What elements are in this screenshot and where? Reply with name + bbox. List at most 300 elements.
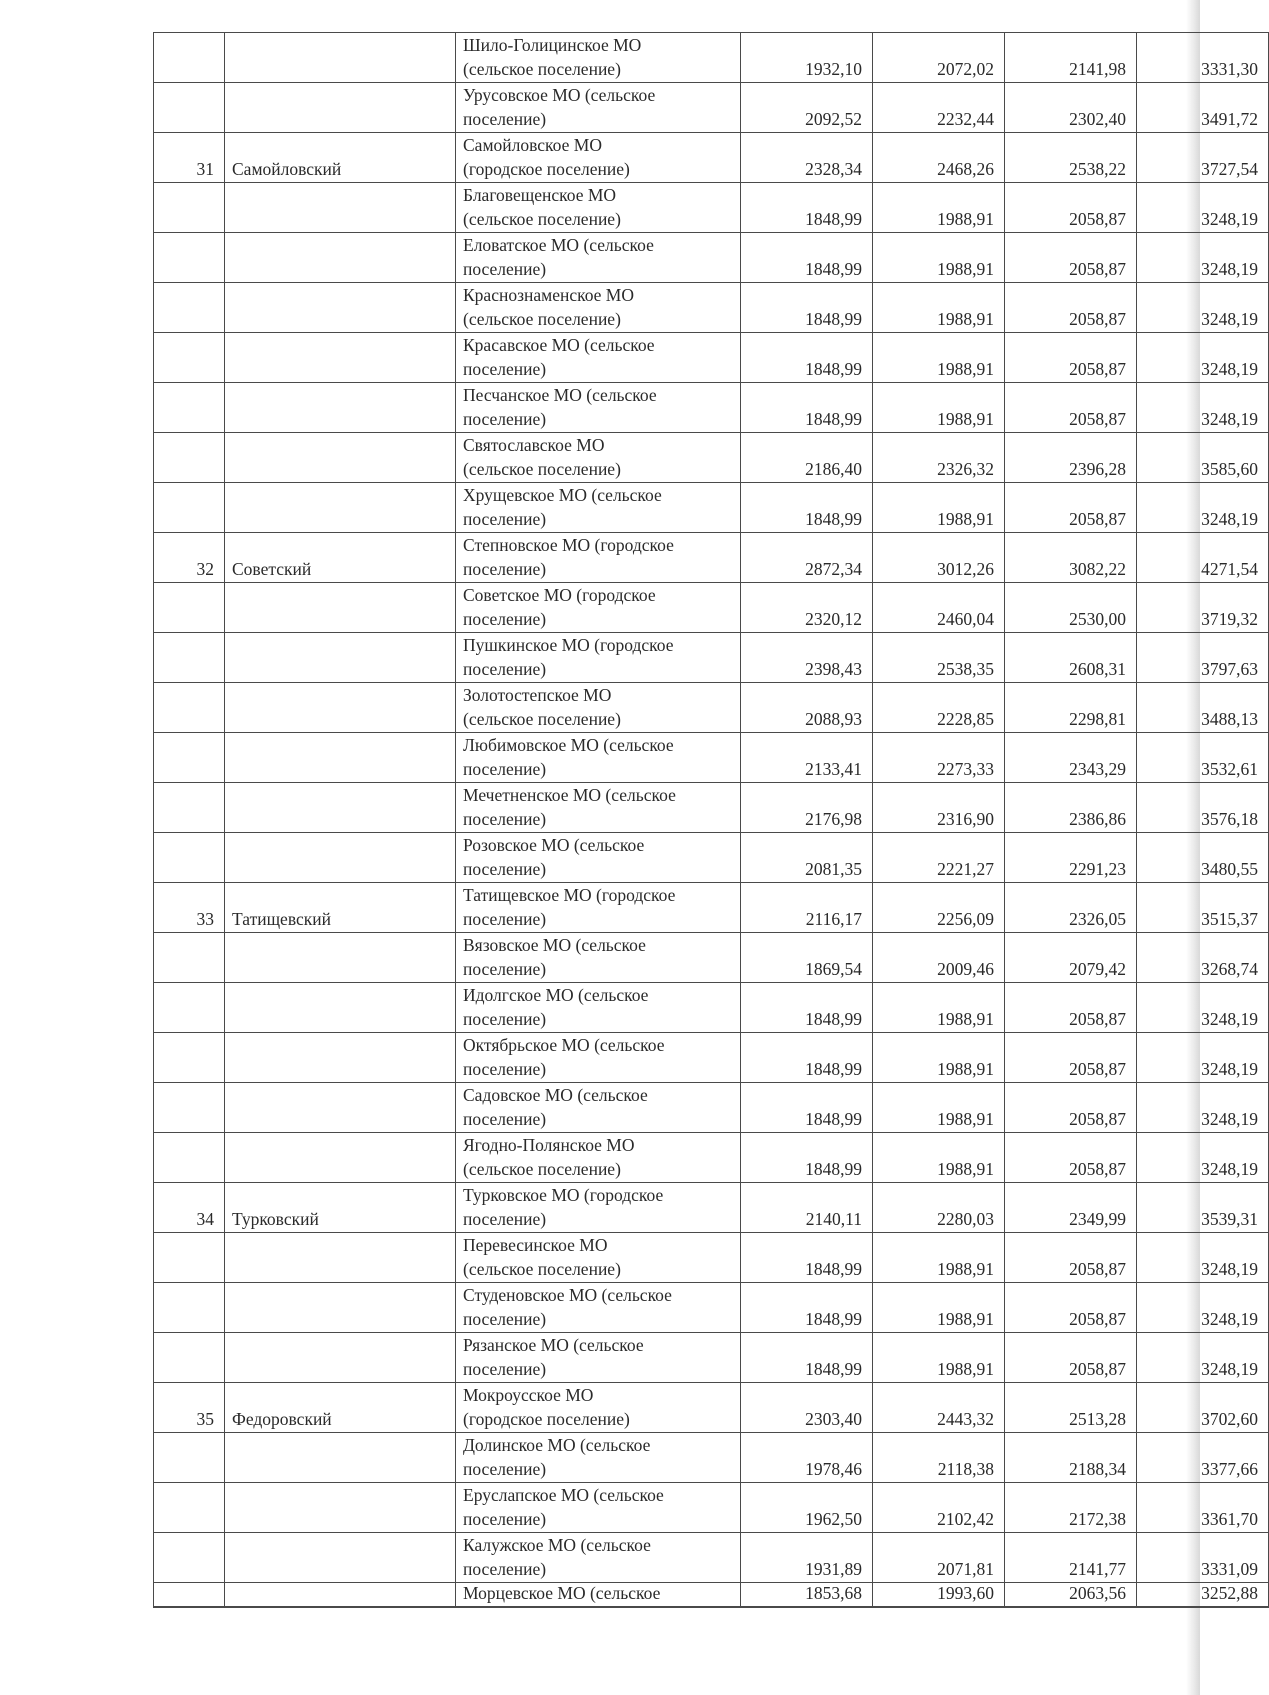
row-number-cell [154, 283, 225, 333]
municipality-cell [456, 33, 741, 83]
district-cell [225, 83, 456, 133]
value-cell-4: 3576,18 [1137, 783, 1269, 833]
municipality-name-line: Еловатское МО (сельское [463, 235, 654, 255]
district-cell [225, 1133, 456, 1183]
municipality-cell [456, 1283, 741, 1333]
value-cell-2: 1988,91 [873, 1233, 1005, 1283]
district-cell [225, 1233, 456, 1283]
row-number-cell [154, 933, 225, 983]
table-row [154, 1033, 1269, 1083]
municipality-name-line: Самойловское МО [463, 135, 602, 155]
value-cell-2: 1988,91 [873, 1133, 1005, 1183]
value-cell-3: 2141,98 [1005, 33, 1137, 83]
municipality-name-line: поселение) [463, 1009, 547, 1029]
table-row [154, 383, 1269, 433]
value-cell-4: 3248,19 [1137, 483, 1269, 533]
table-row [154, 1483, 1269, 1533]
value-cell-2: 2232,44 [873, 83, 1005, 133]
table-row [154, 183, 1269, 233]
value-cell-1: 1848,99 [741, 183, 873, 233]
value-cell-1: 2872,34 [741, 533, 873, 583]
municipality-name-line: (сельское поселение) [463, 59, 621, 79]
municipality-name-line: поселение) [463, 859, 547, 879]
row-number-cell: 31 [154, 133, 225, 183]
value-cell-3: 2058,87 [1005, 1283, 1137, 1333]
value-cell-1: 2328,34 [741, 133, 873, 183]
value-cell-1: 1869,54 [741, 933, 873, 983]
value-cell-4: 3797,63 [1137, 633, 1269, 683]
table-row [154, 1333, 1269, 1383]
district-cell [225, 483, 456, 533]
value-cell-2: 2228,85 [873, 683, 1005, 733]
district-cell: Самойловский [225, 133, 456, 183]
value-cell-4: 3248,19 [1137, 283, 1269, 333]
municipality-name-line: Розовское МО (сельское [463, 835, 645, 855]
row-number-cell [154, 1333, 225, 1383]
municipality-name-line: (сельское поселение) [463, 309, 621, 329]
value-cell-3: 2079,42 [1005, 933, 1137, 983]
municipality-name-line: поселение) [463, 1059, 547, 1079]
district-cell [225, 583, 456, 633]
value-cell-3: 2063,56 [1005, 1583, 1137, 1608]
value-cell-2: 2071,81 [873, 1533, 1005, 1583]
value-cell-1: 2092,52 [741, 83, 873, 133]
municipality-name-line: Татищевское МО (городское [463, 885, 676, 905]
table-row [154, 933, 1269, 983]
row-number-cell [154, 233, 225, 283]
district-cell: Татищевский [225, 883, 456, 933]
value-cell-3: 2298,81 [1005, 683, 1137, 733]
row-number-cell [154, 383, 225, 433]
table-body [154, 33, 1269, 1608]
municipality-cell [456, 233, 741, 283]
value-cell-3: 2291,23 [1005, 833, 1137, 883]
municipality-cell [456, 783, 741, 833]
value-cell-4: 3248,19 [1137, 983, 1269, 1033]
value-cell-1: 1932,10 [741, 33, 873, 83]
table-row [154, 783, 1269, 833]
municipality-name-line: Советское МО (городское [463, 585, 656, 605]
table-row [154, 283, 1269, 333]
table-row [154, 233, 1269, 283]
municipality-name-line: поселение) [463, 1559, 547, 1579]
municipality-cell [456, 83, 741, 133]
value-cell-3: 2058,87 [1005, 983, 1137, 1033]
district-cell [225, 833, 456, 883]
row-number-cell: 35 [154, 1383, 225, 1433]
value-cell-4: 3248,19 [1137, 383, 1269, 433]
value-cell-1: 1978,46 [741, 1433, 873, 1483]
municipality-cell [456, 1233, 741, 1283]
municipality-name-line: Шило-Голицинское МО [463, 35, 642, 55]
value-cell-2: 1988,91 [873, 383, 1005, 433]
value-cell-4: 3377,66 [1137, 1433, 1269, 1483]
table-row [154, 583, 1269, 633]
row-number-cell [154, 183, 225, 233]
row-number-cell [154, 1283, 225, 1333]
municipality-name-line: поселение) [463, 559, 547, 579]
value-cell-1: 2398,43 [741, 633, 873, 683]
municipality-name-line: (городское поселение) [463, 1409, 630, 1429]
value-cell-4: 3248,19 [1137, 1333, 1269, 1383]
municipality-name-line: Турковское МО (городское [463, 1185, 664, 1205]
value-cell-2: 1988,91 [873, 983, 1005, 1033]
value-cell-3: 2513,28 [1005, 1383, 1137, 1433]
municipality-name-line: поселение) [463, 909, 547, 929]
row-number-cell [154, 633, 225, 683]
municipality-cell [456, 183, 741, 233]
municipality-name-line: Мечетненское МО (сельское [463, 785, 676, 805]
municipality-cell [456, 483, 741, 533]
row-number-cell [154, 1233, 225, 1283]
table-row [154, 433, 1269, 483]
value-cell-4: 3268,74 [1137, 933, 1269, 983]
municipality-name-line: Мокроусское МО [463, 1385, 594, 1405]
value-cell-4: 3480,55 [1137, 833, 1269, 883]
table-row [154, 1233, 1269, 1283]
district-cell [225, 1083, 456, 1133]
value-cell-2: 1993,60 [873, 1583, 1005, 1608]
value-cell-1: 1853,68 [741, 1583, 873, 1608]
value-cell-4: 3488,13 [1137, 683, 1269, 733]
value-cell-4: 3248,19 [1137, 183, 1269, 233]
row-number-cell [154, 83, 225, 133]
municipality-name-line: Святославское МО [463, 435, 605, 455]
row-number-cell [154, 833, 225, 883]
value-cell-4: 3719,32 [1137, 583, 1269, 633]
value-cell-2: 2316,90 [873, 783, 1005, 833]
row-number-cell [154, 33, 225, 83]
municipality-cell [456, 1183, 741, 1233]
value-cell-2: 2460,04 [873, 583, 1005, 633]
district-cell [225, 783, 456, 833]
value-cell-2: 2538,35 [873, 633, 1005, 683]
municipality-cell [456, 133, 741, 183]
value-cell-2: 2221,27 [873, 833, 1005, 883]
municipality-cell [456, 933, 741, 983]
value-cell-1: 1848,99 [741, 233, 873, 283]
municipality-name-line: поселение) [463, 1209, 547, 1229]
table-row [154, 1183, 1269, 1233]
value-cell-3: 3082,22 [1005, 533, 1137, 583]
value-cell-1: 1962,50 [741, 1483, 873, 1533]
municipality-cell [456, 1133, 741, 1183]
municipality-name-line: Ягодно-Полянское МО [463, 1135, 635, 1155]
municipality-name-line: (городское поселение) [463, 159, 630, 179]
municipality-name-line: Садовское МО (сельское [463, 1085, 648, 1105]
value-cell-3: 2058,87 [1005, 1133, 1137, 1183]
municipality-name-line: поселение) [463, 659, 547, 679]
value-cell-3: 2386,86 [1005, 783, 1137, 833]
municipality-name-line: Идолгское МО (сельское [463, 985, 649, 1005]
value-cell-3: 2530,00 [1005, 583, 1137, 633]
value-cell-3: 2538,22 [1005, 133, 1137, 183]
value-cell-2: 2072,02 [873, 33, 1005, 83]
row-number-cell [154, 733, 225, 783]
district-cell [225, 33, 456, 83]
value-cell-3: 2302,40 [1005, 83, 1137, 133]
municipality-cell [456, 883, 741, 933]
municipality-cell [456, 633, 741, 683]
value-cell-4: 3491,72 [1137, 83, 1269, 133]
table-row [154, 533, 1269, 583]
value-cell-1: 2186,40 [741, 433, 873, 483]
municipality-cell [456, 983, 741, 1033]
district-cell [225, 933, 456, 983]
table-row [154, 33, 1269, 83]
district-cell: Советский [225, 533, 456, 583]
municipality-cell [456, 1483, 741, 1533]
value-cell-2: 2468,26 [873, 133, 1005, 183]
municipality-name-line: Еруслапское МО (сельское [463, 1485, 664, 1505]
municipality-name-line: поселение) [463, 359, 547, 379]
value-cell-1: 1848,99 [741, 483, 873, 533]
value-cell-1: 1848,99 [741, 383, 873, 433]
value-cell-1: 2176,98 [741, 783, 873, 833]
value-cell-2: 2102,42 [873, 1483, 1005, 1533]
value-cell-3: 2058,87 [1005, 283, 1137, 333]
value-cell-4: 3248,19 [1137, 1133, 1269, 1183]
row-number-cell: 34 [154, 1183, 225, 1233]
value-cell-2: 2326,32 [873, 433, 1005, 483]
municipality-cell [456, 1533, 741, 1583]
value-cell-3: 2172,38 [1005, 1483, 1137, 1533]
value-cell-2: 1988,91 [873, 183, 1005, 233]
municipality-name-line: Любимовское МО (сельское [463, 735, 674, 755]
row-number-cell [154, 1033, 225, 1083]
value-cell-3: 2058,87 [1005, 383, 1137, 433]
row-number-cell [154, 483, 225, 533]
municipality-name-line: (сельское поселение) [463, 209, 621, 229]
table-row [154, 133, 1269, 183]
value-cell-1: 1848,99 [741, 1233, 873, 1283]
value-cell-2: 1988,91 [873, 333, 1005, 383]
value-cell-3: 2141,77 [1005, 1533, 1137, 1583]
municipality-name-line: Рязанское МО (сельское [463, 1335, 644, 1355]
district-cell [225, 1483, 456, 1533]
district-cell [225, 683, 456, 733]
row-number-cell [154, 783, 225, 833]
municipality-cell [456, 1033, 741, 1083]
value-cell-2: 1988,91 [873, 283, 1005, 333]
value-cell-1: 2081,35 [741, 833, 873, 883]
value-cell-2: 2280,03 [873, 1183, 1005, 1233]
value-cell-3: 2058,87 [1005, 1333, 1137, 1383]
municipality-cell [456, 583, 741, 633]
value-cell-1: 1848,99 [741, 333, 873, 383]
municipality-name-line: поселение) [463, 1309, 547, 1329]
municipality-name-line: (сельское поселение) [463, 459, 621, 479]
value-cell-2: 2256,09 [873, 883, 1005, 933]
municipality-name-line: поселение) [463, 1459, 547, 1479]
value-cell-4: 3248,19 [1137, 233, 1269, 283]
municipality-name-line: поселение) [463, 759, 547, 779]
municipality-name-line: Октябрьское МО (сельское [463, 1035, 665, 1055]
table-row [154, 1383, 1269, 1433]
municipality-name-line: Красавское МО (сельское [463, 335, 655, 355]
row-number-cell [154, 1583, 225, 1608]
value-cell-1: 2116,17 [741, 883, 873, 933]
value-cell-4: 3248,19 [1137, 1283, 1269, 1333]
municipality-name-line: поселение) [463, 409, 547, 429]
value-cell-1: 2140,11 [741, 1183, 873, 1233]
row-number-cell [154, 983, 225, 1033]
district-cell [225, 383, 456, 433]
value-cell-4: 3702,60 [1137, 1383, 1269, 1433]
table-row [154, 1583, 1269, 1608]
municipality-name-line: Степновское МО (городское [463, 535, 674, 555]
value-cell-2: 1988,91 [873, 1033, 1005, 1083]
table-row [154, 883, 1269, 933]
district-cell [225, 1033, 456, 1083]
value-cell-4: 3248,19 [1137, 1083, 1269, 1133]
value-cell-4: 3248,19 [1137, 1033, 1269, 1083]
municipality-name-line: Долинское МО (сельское [463, 1435, 651, 1455]
municipality-name-line: поселение) [463, 1109, 547, 1129]
municipality-name-line: Урусовское МО (сельское [463, 85, 656, 105]
value-cell-2: 2443,32 [873, 1383, 1005, 1433]
value-cell-1: 1848,99 [741, 983, 873, 1033]
municipality-name-line: Морцевское МО (сельское [463, 1583, 661, 1603]
municipality-name-line: Студеновское МО (сельское [463, 1285, 672, 1305]
municipality-cell [456, 733, 741, 783]
value-cell-4: 3539,31 [1137, 1183, 1269, 1233]
table-row [154, 83, 1269, 133]
tariff-table [153, 32, 1269, 1608]
row-number-cell [154, 1483, 225, 1533]
value-cell-4: 3252,88 [1137, 1583, 1269, 1608]
municipality-name-line: поселение) [463, 959, 547, 979]
value-cell-3: 2343,29 [1005, 733, 1137, 783]
municipality-name-line: поселение) [463, 509, 547, 529]
district-cell [225, 333, 456, 383]
municipality-name-line: поселение) [463, 809, 547, 829]
municipality-cell [456, 683, 741, 733]
value-cell-1: 1848,99 [741, 1033, 873, 1083]
municipality-name-line: Пушкинское МО (городское [463, 635, 674, 655]
value-cell-1: 1848,99 [741, 1083, 873, 1133]
municipality-name-line: поселение) [463, 259, 547, 279]
value-cell-3: 2349,99 [1005, 1183, 1137, 1233]
value-cell-4: 3361,70 [1137, 1483, 1269, 1533]
table-row [154, 483, 1269, 533]
municipality-name-line: Калужское МО (сельское [463, 1535, 651, 1555]
municipality-cell [456, 1083, 741, 1133]
row-number-cell [154, 1133, 225, 1183]
value-cell-4: 3331,09 [1137, 1533, 1269, 1583]
row-number-cell: 33 [154, 883, 225, 933]
district-cell [225, 1333, 456, 1383]
value-cell-3: 2058,87 [1005, 1083, 1137, 1133]
value-cell-2: 2273,33 [873, 733, 1005, 783]
value-cell-4: 3248,19 [1137, 1233, 1269, 1283]
municipality-cell [456, 1333, 741, 1383]
row-number-cell: 32 [154, 533, 225, 583]
municipality-name-line: поселение) [463, 609, 547, 629]
municipality-cell [456, 433, 741, 483]
table-row [154, 1133, 1269, 1183]
value-cell-3: 2058,87 [1005, 233, 1137, 283]
value-cell-3: 2058,87 [1005, 1233, 1137, 1283]
value-cell-2: 1988,91 [873, 1333, 1005, 1383]
value-cell-4: 4271,54 [1137, 533, 1269, 583]
municipality-name-line: поселение) [463, 1359, 547, 1379]
municipality-cell [456, 1433, 741, 1483]
value-cell-3: 2608,31 [1005, 633, 1137, 683]
value-cell-1: 2088,93 [741, 683, 873, 733]
district-cell: Федоровский [225, 1383, 456, 1433]
row-number-cell [154, 333, 225, 383]
district-cell [225, 1533, 456, 1583]
district-cell: Турковский [225, 1183, 456, 1233]
table-row [154, 983, 1269, 1033]
row-number-cell [154, 1533, 225, 1583]
municipality-name-line: Золотостепское МО [463, 685, 612, 705]
table-row [154, 1283, 1269, 1333]
value-cell-1: 2320,12 [741, 583, 873, 633]
value-cell-3: 2058,87 [1005, 1033, 1137, 1083]
municipality-name-line: Перевесинское МО [463, 1235, 608, 1255]
value-cell-1: 2303,40 [741, 1383, 873, 1433]
table-row [154, 1433, 1269, 1483]
municipality-cell [456, 283, 741, 333]
district-cell [225, 1433, 456, 1483]
table-row [154, 333, 1269, 383]
district-cell [225, 183, 456, 233]
value-cell-1: 1848,99 [741, 283, 873, 333]
municipality-name-line: (сельское поселение) [463, 709, 621, 729]
district-cell [225, 733, 456, 783]
municipality-name-line: Краснознаменское МО [463, 285, 635, 305]
value-cell-1: 1848,99 [741, 1283, 873, 1333]
value-cell-2: 1988,91 [873, 233, 1005, 283]
district-cell [225, 433, 456, 483]
value-cell-3: 2058,87 [1005, 333, 1137, 383]
district-cell [225, 1283, 456, 1333]
value-cell-4: 3248,19 [1137, 333, 1269, 383]
municipality-cell [456, 383, 741, 433]
municipality-cell [456, 533, 741, 583]
table-row [154, 833, 1269, 883]
value-cell-3: 2396,28 [1005, 433, 1137, 483]
municipality-name-line: поселение) [463, 1509, 547, 1529]
value-cell-2: 1988,91 [873, 1083, 1005, 1133]
district-cell [225, 283, 456, 333]
municipality-name-line: поселение) [463, 109, 547, 129]
municipality-cell [456, 1383, 741, 1433]
value-cell-4: 3532,61 [1137, 733, 1269, 783]
municipality-name-line: (сельское поселение) [463, 1259, 621, 1279]
table-row [154, 1083, 1269, 1133]
value-cell-1: 2133,41 [741, 733, 873, 783]
value-cell-3: 2188,34 [1005, 1433, 1137, 1483]
municipality-name-line: Благовещенское МО [463, 185, 617, 205]
row-number-cell [154, 433, 225, 483]
municipality-cell [456, 1583, 741, 1608]
municipality-cell [456, 333, 741, 383]
municipality-cell [456, 833, 741, 883]
row-number-cell [154, 583, 225, 633]
value-cell-1: 1931,89 [741, 1533, 873, 1583]
value-cell-4: 3727,54 [1137, 133, 1269, 183]
municipality-name-line: Песчанское МО (сельское [463, 385, 657, 405]
municipality-name-line: (сельское поселение) [463, 1159, 621, 1179]
row-number-cell [154, 683, 225, 733]
table-row [154, 683, 1269, 733]
table-row [154, 633, 1269, 683]
value-cell-3: 2058,87 [1005, 183, 1137, 233]
municipality-name-line: Вязовское МО (сельское [463, 935, 646, 955]
